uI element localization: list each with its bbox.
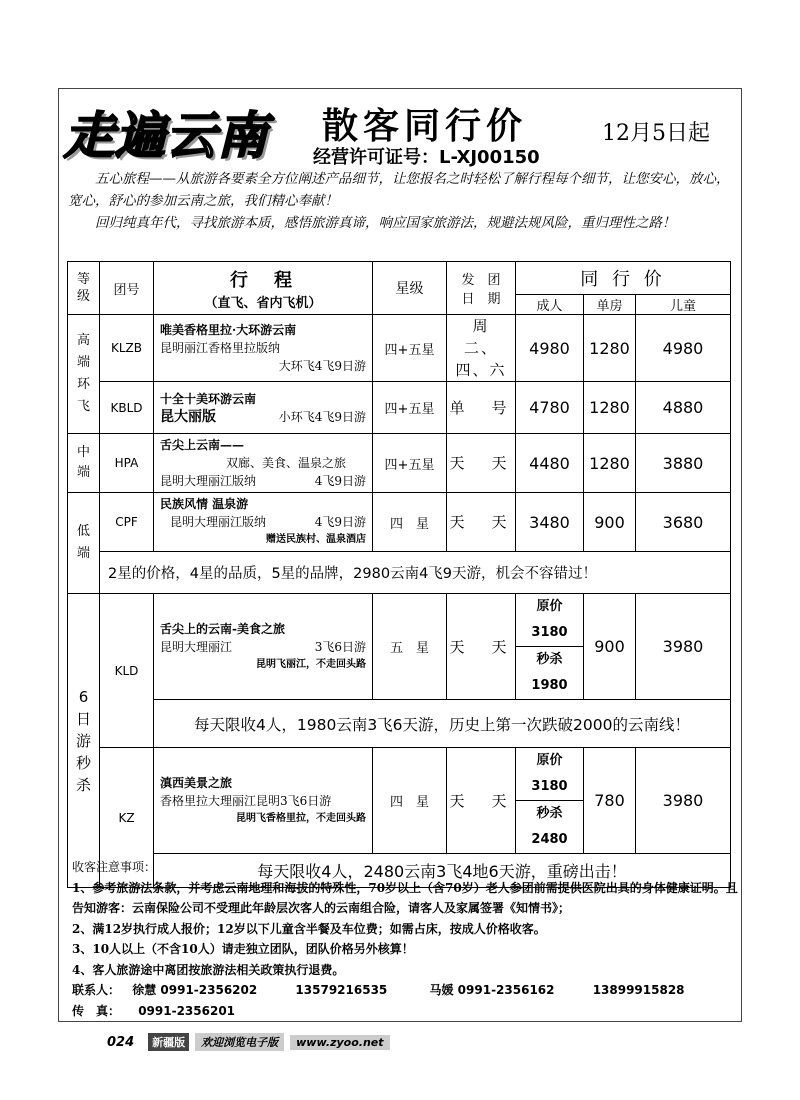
tour-code: KLD <box>100 594 154 748</box>
itinerary-cell: 舌尖上云南—— 双廊、美食、温泉之旅 昆明大理丽江版纳 4飞9日游 <box>154 434 373 493</box>
fax-line: 传 真： 0991-2356201 <box>72 1001 740 1022</box>
single-price: 1280 <box>584 315 636 382</box>
effective-date: 12月5日起 <box>602 121 710 146</box>
tour-code: CPF <box>100 493 154 552</box>
header-code: 团号 <box>100 262 154 315</box>
promo-row <box>68 700 731 748</box>
promo-text: 每天限收4人，2480云南3飞4地6天游，重磅出击！ <box>154 854 731 888</box>
adult-price: 4480 <box>516 434 584 493</box>
level-cell: 低端 <box>68 493 100 594</box>
tour-code: KZ <box>100 748 154 888</box>
level-cell: 中端 <box>68 434 100 493</box>
note-item: 4、客人旅游途中离团按旅游法相关政策执行退费。 <box>72 962 345 977</box>
header-single: 单房 <box>584 295 636 315</box>
single-price: 780 <box>584 748 636 854</box>
intro-text <box>68 168 736 234</box>
header-star: 星级 <box>373 262 447 315</box>
contact-phone: 0991-2356202 <box>160 983 258 997</box>
tour-code: KLZB <box>100 315 154 382</box>
itinerary-cell: 舌尖上的云南-美食之旅 昆明大理丽江 3飞6日游 昆明飞丽江，不走回头路 <box>154 594 373 700</box>
header-price: 同 行 价 <box>516 262 731 295</box>
itinerary-cell: 滇西美景之旅 香格里拉大理丽江昆明3飞6日游 昆明飞香格里拉，不走回头路 <box>154 748 373 854</box>
itinerary-cell: 十全十美环游云南 昆大丽版 小环飞4飞9日游 <box>154 382 373 434</box>
edition-badge: 新疆版 <box>148 1033 189 1051</box>
note-item: 3、10人以上（不含10人）请走独立团队，团队价格另外核算！ <box>72 942 414 956</box>
star-cell: 五 星 <box>373 594 447 700</box>
departure-cell: 天 天 <box>447 594 516 700</box>
single-price: 900 <box>584 493 636 552</box>
page-footer <box>107 1033 390 1051</box>
itinerary-cell: 民族风情 温泉游 昆明大理丽江版纳 4飞9日游 赠送民族村、温泉酒店 <box>154 493 373 552</box>
contact-mobile: 13579216535 <box>295 983 388 997</box>
notes-section <box>72 857 740 1021</box>
departure-cell: 单 号 <box>447 382 516 434</box>
star-cell: 四+五星 <box>373 315 447 382</box>
child-price: 3980 <box>636 748 731 854</box>
table-row <box>68 434 731 493</box>
star-cell: 四+五星 <box>373 434 447 493</box>
table-row <box>68 594 731 700</box>
promo-text: 2星的价格，4星的品质，5星的品牌，2980云南4飞9天游，机会不容错过！ <box>100 552 731 594</box>
header-level: 等级 <box>68 262 100 315</box>
child-price: 3880 <box>636 434 731 493</box>
table-row <box>68 315 731 382</box>
footer-url[interactable]: www.zyoo.net <box>290 1035 389 1050</box>
header-departure: 发 团 日 期 <box>447 262 516 315</box>
single-price: 1280 <box>584 434 636 493</box>
child-price: 4880 <box>636 382 731 434</box>
contact-name: 马媛 <box>429 983 454 997</box>
single-price: 1280 <box>584 382 636 434</box>
note-item: 2、满12岁执行成人报价；12岁以下儿童含半餐及车位费；如需占床，按成人价格收客。 <box>72 921 546 936</box>
page-title: 散客同行价 <box>322 106 528 147</box>
page-number: 024 <box>107 1034 135 1050</box>
table-row <box>68 493 731 552</box>
star-cell: 四 星 <box>373 493 447 552</box>
price-table <box>67 261 731 888</box>
header-itinerary: 行 程 （直飞、省内飞机） <box>154 262 373 315</box>
child-price: 4980 <box>636 315 731 382</box>
footer-text: 欢迎浏览电子版 <box>195 1033 284 1051</box>
star-cell: 四+五星 <box>373 382 447 434</box>
fax-number: 0991-2356201 <box>138 1003 236 1018</box>
adult-price: 原价 3180 秒杀 2480 <box>516 748 584 854</box>
contact-mobile: 13899915828 <box>592 983 685 997</box>
child-price: 3980 <box>636 594 731 700</box>
departure-cell: 周 二、四、六 <box>447 315 516 382</box>
departure-cell: 天 天 <box>447 493 516 552</box>
departure-cell: 天 天 <box>447 748 516 854</box>
star-cell: 四 星 <box>373 748 447 854</box>
header-child: 儿童 <box>636 295 731 315</box>
intro-paragraph: 五心旅程——从旅游各要素全方位阐述产品细节，让您报名之时轻松了解行程每个细节，让您安心，放心，宽心，舒心的参加云南之旅，我们精心奉献！ <box>68 171 730 209</box>
tour-code: HPA <box>100 434 154 493</box>
adult-price: 原价 3180 秒杀 1980 <box>516 594 584 700</box>
adult-price: 4780 <box>516 382 584 434</box>
departure-cell: 天 天 <box>447 434 516 493</box>
adult-price: 3480 <box>516 493 584 552</box>
adult-price: 4980 <box>516 315 584 382</box>
itinerary-cell: 唯美香格里拉·大环游云南 昆明丽江香格里拉版纳 大环飞4飞9日游 <box>154 315 373 382</box>
intro-paragraph: 回归纯真年代，寻找旅游本质，感悟旅游真谛，响应国家旅游法，规避法规风险，重归理性之路！ <box>95 215 676 231</box>
child-price: 3680 <box>636 493 731 552</box>
table-row <box>68 748 731 854</box>
license-number: 经营许可证号：L-XJ00150 <box>313 147 540 168</box>
level-cell: 6日游秒杀 <box>68 594 100 888</box>
note-item: 1、参考旅游法条款，并考虑云南地理和海拔的特殊性，70岁以上（含70岁）老人参团前需提供医院出具的身体健康证明。且告知游客：云南保险公司不受理此年龄层次客人的云南组合险，请客人及家属签署《知情书》； <box>72 880 738 915</box>
promo-text: 每天限收4人，1980云南3飞6天游，历史上第一次跌破2000的云南线！ <box>154 700 731 748</box>
logo: 走遍云南 <box>64 106 268 165</box>
level-cell: 高端环飞 <box>68 315 100 434</box>
contact-phone: 0991-2356162 <box>457 983 555 997</box>
tour-code: KBLD <box>100 382 154 434</box>
table-row <box>68 382 731 434</box>
header-adult: 成人 <box>516 295 584 315</box>
contact-line: 联系人： 徐慧 0991-2356202 13579216535 马媛 0991-2356162 13899915828 <box>72 980 740 1001</box>
contact-name: 徐慧 <box>132 983 157 997</box>
notes-heading: 收客注意事项： <box>72 860 157 874</box>
single-price: 900 <box>584 594 636 700</box>
promo-row <box>68 552 731 594</box>
